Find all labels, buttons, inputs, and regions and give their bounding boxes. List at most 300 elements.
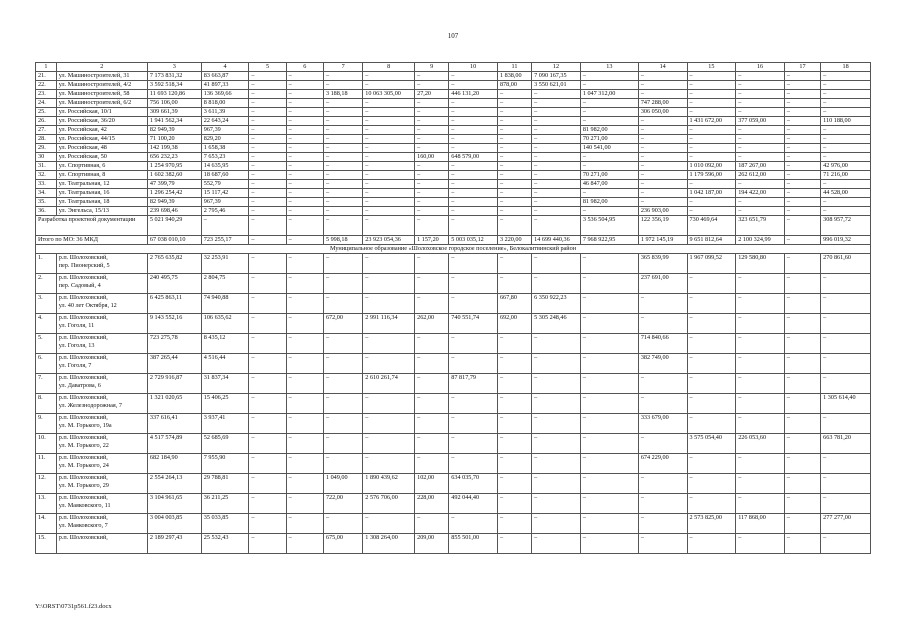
value-cell: –: [784, 494, 820, 514]
column-number-cell: 6: [286, 63, 323, 72]
value-cell: –: [323, 153, 362, 162]
value-cell: 74 940,88: [201, 294, 249, 314]
value-cell: –: [286, 72, 323, 81]
value-cell: –: [687, 294, 736, 314]
value-cell: –: [638, 514, 687, 534]
value-cell: 7 968 922,95: [580, 236, 638, 245]
value-cell: 1 179 596,00: [687, 171, 736, 180]
value-cell: 309 661,39: [147, 108, 201, 117]
value-cell: 682 184,90: [147, 454, 201, 474]
value-cell: 714 840,66: [638, 334, 687, 354]
value-cell: –: [497, 144, 531, 153]
table-row: [36, 414, 871, 434]
value-cell: 18 687,60: [201, 171, 249, 180]
row-number-cell: 25.: [36, 108, 57, 117]
table-row: [36, 135, 871, 144]
value-cell: –: [736, 474, 785, 494]
value-cell: –: [415, 135, 449, 144]
value-cell: –: [736, 494, 785, 514]
row-number-cell: 4.: [36, 314, 57, 334]
value-cell: –: [638, 171, 687, 180]
value-cell: 1 431 672,00: [687, 117, 736, 126]
table-row: [36, 180, 871, 189]
value-cell: –: [286, 274, 323, 294]
value-cell: –: [249, 108, 286, 117]
value-cell: –: [415, 216, 449, 236]
value-cell: –: [323, 294, 362, 314]
value-cell: –: [497, 126, 531, 135]
value-cell: –: [784, 171, 820, 180]
value-cell: –: [249, 153, 286, 162]
value-cell: 648 579,00: [449, 153, 498, 162]
value-cell: –: [286, 171, 323, 180]
value-cell: –: [497, 207, 531, 216]
value-cell: 2 610 261,74: [363, 374, 415, 394]
value-cell: –: [736, 126, 785, 135]
value-cell: –: [736, 99, 785, 108]
value-cell: 492 044,40: [449, 494, 498, 514]
value-cell: 3 104 961,65: [147, 494, 201, 514]
address-line-1: р.п. Шолоховский,: [58, 534, 108, 541]
value-cell: 675,00: [323, 534, 362, 554]
value-cell: –: [497, 198, 531, 207]
table-row: [36, 394, 871, 414]
address-cell: ул. Театральная, 16: [56, 189, 147, 198]
value-cell: –: [323, 189, 362, 198]
value-cell: –: [286, 314, 323, 334]
value-cell: –: [323, 180, 362, 189]
column-number-cell: 4: [201, 63, 249, 72]
table-row: [36, 474, 871, 494]
value-cell: –: [821, 126, 871, 135]
value-cell: –: [286, 414, 323, 434]
value-cell: –: [249, 314, 286, 334]
value-cell: –: [249, 72, 286, 81]
value-cell: 9 143 552,16: [147, 314, 201, 334]
value-cell: –: [363, 294, 415, 314]
value-cell: –: [449, 216, 498, 236]
table-row: [36, 534, 871, 554]
address-line-2: ул. Маяковского, 11: [58, 501, 111, 509]
address-cell: ул. Российская, 36/20: [56, 117, 147, 126]
value-cell: –: [249, 434, 286, 454]
value-cell: –: [580, 72, 638, 81]
value-cell: –: [687, 153, 736, 162]
value-cell: 2 554 264,13: [147, 474, 201, 494]
value-cell: –: [497, 117, 531, 126]
value-cell: –: [286, 207, 323, 216]
table-row: [36, 374, 871, 394]
value-cell: –: [497, 90, 531, 99]
value-cell: 22 643,24: [201, 117, 249, 126]
value-cell: –: [532, 189, 581, 198]
address-cell: ул. Машиностроителей, 6/2: [56, 99, 147, 108]
value-cell: –: [323, 354, 362, 374]
table-row: [36, 90, 871, 99]
value-cell: –: [638, 294, 687, 314]
value-cell: 2 189 297,43: [147, 534, 201, 554]
value-cell: 32 253,91: [201, 254, 249, 274]
address-line-2: ул. М. Горького, 22: [58, 441, 109, 449]
value-cell: –: [580, 334, 638, 354]
value-cell: –: [286, 180, 323, 189]
column-number-cell: 17: [784, 63, 820, 72]
address-line-1: р.п. Шолоховский,: [58, 314, 108, 321]
value-cell: –: [249, 144, 286, 153]
value-cell: –: [687, 374, 736, 394]
value-cell: 31 837,34: [201, 374, 249, 394]
value-cell: –: [249, 216, 286, 236]
value-cell: –: [415, 180, 449, 189]
value-cell: –: [497, 354, 531, 374]
value-cell: –: [363, 153, 415, 162]
value-cell: 2 573 825,00: [687, 514, 736, 534]
value-cell: –: [249, 294, 286, 314]
value-cell: –: [784, 274, 820, 294]
value-cell: –: [286, 162, 323, 171]
value-cell: 3 611,39: [201, 108, 249, 117]
value-cell: –: [249, 514, 286, 534]
value-cell: –: [323, 454, 362, 474]
value-cell: –: [580, 81, 638, 90]
row-number-cell: 10.: [36, 434, 57, 454]
value-cell: –: [532, 207, 581, 216]
value-cell: –: [784, 474, 820, 494]
value-cell: –: [415, 198, 449, 207]
value-cell: –: [821, 274, 871, 294]
value-cell: –: [449, 207, 498, 216]
value-cell: –: [323, 334, 362, 354]
value-cell: –: [286, 254, 323, 274]
value-cell: –: [249, 99, 286, 108]
value-cell: –: [687, 135, 736, 144]
value-cell: 3 937,41: [201, 414, 249, 434]
value-cell: –: [286, 374, 323, 394]
value-cell: –: [415, 99, 449, 108]
table-row: [36, 314, 871, 334]
value-cell: –: [249, 254, 286, 274]
value-cell: –: [363, 189, 415, 198]
address-cell: [56, 334, 147, 354]
value-cell: –: [249, 354, 286, 374]
address-line-2: ул. Даватрова, 6: [58, 381, 101, 389]
column-number-cell: 5: [249, 63, 286, 72]
value-cell: 70 271,00: [580, 135, 638, 144]
value-cell: –: [687, 198, 736, 207]
column-number-cell: 9: [415, 63, 449, 72]
value-cell: –: [736, 294, 785, 314]
value-cell: –: [363, 354, 415, 374]
value-cell: –: [363, 216, 415, 236]
value-cell: 237 691,00: [638, 274, 687, 294]
value-cell: –: [784, 108, 820, 117]
address-cell: ул. Машиностроителей, 4/2: [56, 81, 147, 90]
value-cell: 4 517 574,89: [147, 434, 201, 454]
address-cell: ул. Российская, 50: [56, 153, 147, 162]
row-number-cell: 33.: [36, 180, 57, 189]
value-cell: –: [286, 108, 323, 117]
value-cell: –: [532, 274, 581, 294]
value-cell: –: [449, 294, 498, 314]
value-cell: –: [449, 108, 498, 117]
value-cell: –: [532, 514, 581, 534]
address-cell: [56, 254, 147, 274]
value-cell: –: [286, 117, 323, 126]
value-cell: –: [736, 274, 785, 294]
row-number-cell: 32.: [36, 171, 57, 180]
value-cell: –: [323, 144, 362, 153]
value-cell: –: [449, 99, 498, 108]
value-cell: 337 616,41: [147, 414, 201, 434]
value-cell: –: [532, 534, 581, 554]
value-cell: –: [449, 514, 498, 534]
column-number-cell: 15: [687, 63, 736, 72]
value-cell: –: [323, 81, 362, 90]
value-cell: –: [249, 162, 286, 171]
value-cell: 7 173 831,32: [147, 72, 201, 81]
row-number-cell: 21.: [36, 72, 57, 81]
value-cell: –: [784, 514, 820, 534]
value-cell: –: [638, 198, 687, 207]
address-cell: ул. Машиностроителей, 31: [56, 72, 147, 81]
table-row: [36, 494, 871, 514]
value-cell: –: [638, 153, 687, 162]
value-cell: –: [249, 180, 286, 189]
value-cell: –: [363, 171, 415, 180]
value-cell: 552,79: [201, 180, 249, 189]
value-cell: –: [363, 414, 415, 434]
value-cell: –: [821, 153, 871, 162]
row-number-cell: 23.: [36, 90, 57, 99]
value-cell: 187 267,00: [736, 162, 785, 171]
value-cell: –: [286, 135, 323, 144]
section-row: [36, 245, 871, 254]
value-cell: –: [323, 274, 362, 294]
value-cell: –: [532, 99, 581, 108]
row-number-cell: 35.: [36, 198, 57, 207]
value-cell: –: [821, 135, 871, 144]
value-cell: –: [415, 126, 449, 135]
column-number-cell: 18: [821, 63, 871, 72]
value-cell: 2 100 324,99: [736, 236, 785, 245]
value-cell: –: [736, 81, 785, 90]
value-cell: –: [497, 135, 531, 144]
address-cell: [56, 294, 147, 314]
value-cell: 27,20: [415, 90, 449, 99]
value-cell: 71 216,00: [821, 171, 871, 180]
address-cell: ул. Российская, 42: [56, 126, 147, 135]
value-cell: –: [532, 494, 581, 514]
value-cell: –: [497, 414, 531, 434]
value-cell: 365 839,99: [638, 254, 687, 274]
value-cell: –: [821, 72, 871, 81]
value-cell: –: [249, 135, 286, 144]
value-cell: –: [249, 90, 286, 99]
address-cell: ул. Машиностроителей, 58: [56, 90, 147, 99]
section-title: Муниципальное образование «Шолоховское городское поселение», Белокалитвинский район: [36, 245, 871, 254]
address-line-1: р.п. Шолоховский,: [58, 274, 108, 281]
value-cell: –: [497, 99, 531, 108]
design-documentation-row: [36, 216, 871, 236]
value-cell: –: [249, 414, 286, 434]
value-cell: –: [497, 189, 531, 198]
row-number-cell: 5.: [36, 334, 57, 354]
value-cell: –: [249, 474, 286, 494]
value-cell: –: [687, 108, 736, 117]
value-cell: –: [449, 72, 498, 81]
column-number-cell: 14: [638, 63, 687, 72]
value-cell: –: [415, 207, 449, 216]
value-cell: –: [821, 414, 871, 434]
value-cell: –: [497, 216, 531, 236]
value-cell: –: [323, 108, 362, 117]
value-cell: –: [449, 126, 498, 135]
value-cell: –: [784, 90, 820, 99]
value-cell: –: [821, 180, 871, 189]
value-cell: –: [323, 135, 362, 144]
value-cell: 1 602 382,60: [147, 171, 201, 180]
value-cell: 1 941 562,34: [147, 117, 201, 126]
table-row: [36, 189, 871, 198]
value-cell: –: [736, 414, 785, 434]
row-number-cell: 26.: [36, 117, 57, 126]
value-cell: 829,20: [201, 135, 249, 144]
value-cell: –: [580, 434, 638, 454]
page-number: 107: [447, 32, 459, 40]
value-cell: 117 868,00: [736, 514, 785, 534]
value-cell: 160,00: [415, 153, 449, 162]
value-cell: –: [449, 274, 498, 294]
value-cell: –: [249, 334, 286, 354]
value-cell: 1 890 439,62: [363, 474, 415, 494]
value-cell: 262 612,00: [736, 171, 785, 180]
value-cell: –: [784, 314, 820, 334]
value-cell: –: [638, 180, 687, 189]
value-cell: –: [323, 162, 362, 171]
value-cell: –: [784, 254, 820, 274]
value-cell: –: [736, 198, 785, 207]
row-number-cell: 22.: [36, 81, 57, 90]
value-cell: 7 090 167,35: [532, 72, 581, 81]
value-cell: –: [687, 534, 736, 554]
address-line-2: ул. М. Горького, 19а: [58, 421, 112, 429]
value-cell: –: [736, 207, 785, 216]
address-line-2: ул. Гоголя, 11: [58, 321, 95, 329]
value-cell: –: [687, 99, 736, 108]
value-cell: –: [821, 90, 871, 99]
value-cell: –: [415, 514, 449, 534]
value-cell: –: [323, 514, 362, 534]
address-line-2: ул. Маяковского, 7: [58, 521, 108, 529]
value-cell: –: [286, 90, 323, 99]
value-cell: –: [580, 153, 638, 162]
value-cell: 228,00: [415, 494, 449, 514]
value-cell: –: [638, 135, 687, 144]
value-cell: –: [323, 126, 362, 135]
value-cell: –: [323, 72, 362, 81]
row-number-cell: 27.: [36, 126, 57, 135]
value-cell: –: [449, 454, 498, 474]
value-cell: –: [286, 144, 323, 153]
value-cell: 3 575 054,40: [687, 434, 736, 454]
value-cell: –: [363, 434, 415, 454]
value-cell: –: [784, 99, 820, 108]
value-cell: 41 897,33: [201, 81, 249, 90]
value-cell: –: [784, 72, 820, 81]
row-number-cell: 12.: [36, 474, 57, 494]
value-cell: 747 288,00: [638, 99, 687, 108]
value-cell: 730 469,64: [687, 216, 736, 236]
value-cell: –: [249, 117, 286, 126]
value-cell: –: [415, 454, 449, 474]
value-cell: –: [784, 189, 820, 198]
value-cell: –: [821, 314, 871, 334]
value-cell: 8 435,12: [201, 334, 249, 354]
table-row: [36, 434, 871, 454]
value-cell: 277 277,00: [821, 514, 871, 534]
value-cell: 967,39: [201, 198, 249, 207]
value-cell: 723 255,17: [201, 236, 249, 245]
value-cell: 71 100,20: [147, 135, 201, 144]
value-cell: –: [532, 216, 581, 236]
column-number-cell: 10: [449, 63, 498, 72]
value-cell: 4 516,44: [201, 354, 249, 374]
value-cell: 382 749,00: [638, 354, 687, 374]
value-cell: –: [532, 374, 581, 394]
value-cell: –: [415, 108, 449, 117]
value-cell: 70 271,00: [580, 171, 638, 180]
value-cell: –: [497, 334, 531, 354]
value-cell: –: [687, 72, 736, 81]
value-cell: –: [286, 514, 323, 534]
address-line-2: ул. Гоголя, 7: [58, 361, 92, 369]
value-cell: –: [363, 81, 415, 90]
table-row: [36, 171, 871, 180]
value-cell: –: [323, 434, 362, 454]
address-line-1: р.п. Шолоховский,: [58, 454, 108, 461]
value-cell: –: [784, 294, 820, 314]
table-row: [36, 454, 871, 474]
address-cell: [56, 454, 147, 474]
value-cell: –: [323, 394, 362, 414]
value-cell: –: [687, 334, 736, 354]
value-cell: –: [415, 414, 449, 434]
value-cell: –: [415, 162, 449, 171]
value-cell: –: [249, 126, 286, 135]
value-cell: –: [580, 99, 638, 108]
table-row: [36, 117, 871, 126]
value-cell: 11 693 120,86: [147, 90, 201, 99]
value-cell: –: [363, 126, 415, 135]
value-cell: –: [323, 374, 362, 394]
address-cell: [56, 374, 147, 394]
value-cell: –: [532, 394, 581, 414]
value-cell: 740 551,74: [449, 314, 498, 334]
row-number-cell: 34.: [36, 189, 57, 198]
address-cell: [56, 434, 147, 454]
value-cell: –: [638, 474, 687, 494]
value-cell: –: [286, 189, 323, 198]
value-cell: 996 019,32: [821, 236, 871, 245]
value-cell: –: [821, 334, 871, 354]
value-cell: –: [449, 394, 498, 414]
table-row: [36, 254, 871, 274]
value-cell: –: [249, 274, 286, 294]
value-cell: 3 220,00: [497, 236, 531, 245]
value-cell: 3 550 621,01: [532, 81, 581, 90]
value-cell: 14 635,95: [201, 162, 249, 171]
value-cell: –: [415, 374, 449, 394]
